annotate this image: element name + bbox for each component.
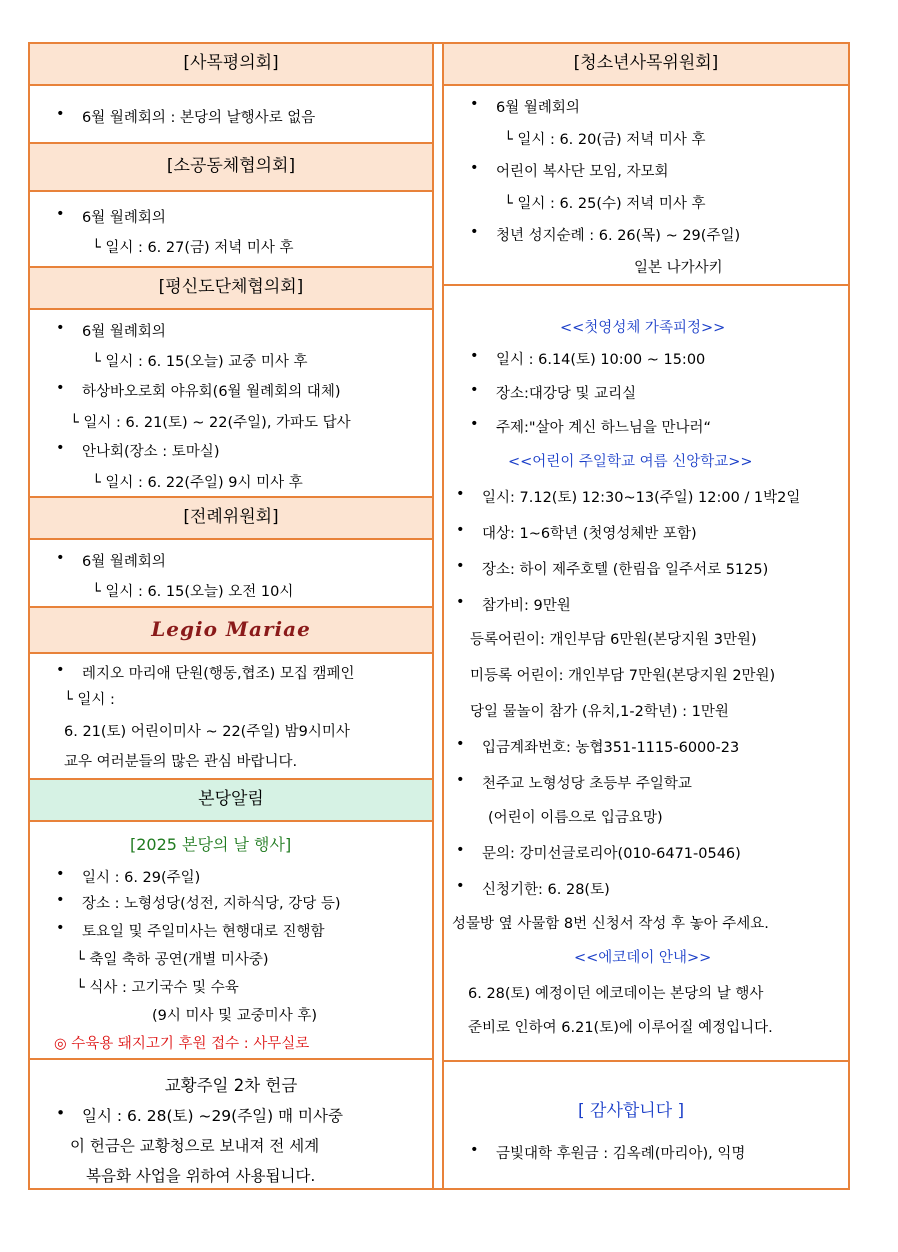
camp-submit-note: 성물방 옆 사물함 8번 신청서 작성 후 놓아 주세요.: [452, 916, 769, 932]
pyeongsin-item-2: • 하상바오로회 야유회(6월 월례회의 대체): [82, 380, 340, 401]
pyeongsin-title: [평신도단체협의회]: [30, 268, 432, 310]
pyeongsin-item-3: • 안나회(장소 : 토마실): [82, 440, 219, 461]
pope-title: 교황주일 2차 헌금: [164, 1076, 298, 1095]
notice-title: 본당알림: [30, 780, 432, 822]
camp-target: • 대상: 1~6학년 (첫영성체반 포함): [482, 522, 697, 543]
legio-item: • 레지오 마리애 단원(행동,협조) 모집 캠페인: [82, 662, 354, 683]
bulletin-page: [28, 42, 850, 1190]
camp-contact: • 문의: 강미선글로리아(010-6471-0546): [482, 842, 741, 863]
notice-section: [30, 780, 432, 1058]
legio-line-3: 6. 21(토) 어린이미사 ~ 22(주일) 밤9시미사: [64, 724, 350, 740]
legio-line-2: └ 일시 :: [64, 692, 115, 708]
sogong-item: • 6월 월례회의: [82, 206, 166, 227]
notice-item-2: • 장소 : 노형성당(성전, 지하식당, 강당 등): [82, 892, 341, 913]
legio-title: Legio Mariae: [151, 617, 311, 641]
pyeongsin-item-1: • 6월 월례회의: [82, 320, 166, 341]
event-1-place: • 장소:대강당 및 교리실: [496, 382, 636, 403]
ecoday-line-2: 준비로 인하여 6.21(토)에 이루어질 예정입니다.: [468, 1020, 773, 1036]
youth-item-2-sub: └ 일시 : 6. 25(수) 저녁 미사 후: [504, 196, 706, 212]
camp-account: • 입금계좌번호: 농협351-1115-6000-23: [482, 736, 739, 757]
youth-item-3: • 청년 성지순례 : 6. 26(목) ~ 29(주일): [496, 224, 740, 245]
camp-fee: • 참가비: 9만원: [482, 594, 571, 615]
camp-deadline: • 신청기한: 6. 28(토): [482, 878, 610, 899]
events-section: [444, 286, 848, 1060]
youth-item-1: • 6월 월례회의: [496, 96, 580, 117]
camp-fee-daytrip: 당일 물놀이 참가 (유치,1-2학년) : 1만원: [470, 704, 729, 720]
pope-line-2: 이 헌금은 교황청으로 보내져 전 세계: [70, 1137, 320, 1155]
pyeongsin-item-1-sub: └ 일시 : 6. 15(오늘) 교중 미사 후: [92, 354, 308, 370]
sogong-section: [30, 144, 432, 266]
ecoday-line-1: 6. 28(토) 예정이던 에코데이는 본당의 날 행사: [468, 986, 764, 1002]
pyeongsin-item-2-sub: └ 일시 : 6. 21(토) ~ 22(주일), 가파도 답사: [70, 415, 351, 431]
notice-item-1: • 일시 : 6. 29(주일): [82, 866, 200, 887]
notice-subtitle: [2025 본당의 날 행사]: [130, 835, 292, 854]
event-1-theme: • 주제:"살아 계신 하느님을 만나러“: [496, 416, 711, 437]
jeollye-title: [전례위원회]: [30, 498, 432, 540]
camp-fee-unregistered: 미등록 어린이: 개인부담 7만원(본당지원 2만원): [470, 668, 776, 684]
notice-sub-2: └ 식사 : 고기국수 및 수육: [76, 980, 239, 996]
jeollye-item: • 6월 월례회의: [82, 550, 166, 571]
jeollye-section: [30, 498, 432, 606]
camp-place: • 장소: 하이 제주호텔 (한림읍 일주서로 5125): [482, 558, 768, 579]
samok-title: [사목평의회]: [30, 44, 432, 86]
thanks-item: • 금빛대학 후원금 : 김옥례(마리아), 익명: [496, 1142, 745, 1163]
notice-sub-1: └ 축일 축하 공연(개별 미사중): [76, 952, 269, 968]
sogong-title: [소공동체협의회]: [30, 144, 432, 192]
camp-fee-registered: 등록어린이: 개인부담 6만원(본당지원 3만원): [470, 632, 757, 648]
pyeongsin-section: [30, 268, 432, 496]
thanks-section: [444, 1062, 848, 1190]
notice-sub-3: (9시 미사 및 교중미사 후): [152, 1008, 318, 1024]
samok-item: • 6월 월례회의 : 본당의 날행사로 없음: [82, 106, 315, 127]
left-column: [28, 42, 434, 1190]
jeollye-item-sub: └ 일시 : 6. 15(오늘) 오전 10시: [92, 584, 294, 600]
pope-section: [30, 1060, 432, 1190]
youth-item-2: • 어린이 복사단 모임, 자모회: [496, 160, 669, 181]
legio-logo: [30, 608, 432, 654]
event-heading-1: <<첫영성체 가족피정>>: [560, 320, 726, 336]
column-separator: [434, 42, 442, 1190]
legio-section: [30, 608, 432, 778]
pyeongsin-item-3-sub: └ 일시 : 6. 22(주일) 9시 미사 후: [92, 475, 303, 491]
event-1-time: • 일시 : 6.14(토) 10:00 ~ 15:00: [496, 348, 705, 369]
camp-account-note: (어린이 이름으로 입금요망): [488, 810, 663, 826]
youth-title: [청소년사목위원회]: [444, 44, 848, 86]
youth-item-3-sub: 일본 나가사키: [634, 260, 723, 276]
event-heading-2: <<어린이 주일학교 여름 신앙학교>>: [508, 454, 753, 470]
legio-line-4: 교우 여러분들의 많은 관심 바랍니다.: [64, 754, 298, 770]
notice-red-note: ◎ 수육용 돼지고기 후원 접수 : 사무실로: [54, 1036, 310, 1052]
notice-item-3: • 토요일 및 주일미사는 현행대로 진행함: [82, 920, 325, 941]
youth-section: [444, 44, 848, 284]
samok-section: [30, 44, 432, 142]
pope-item: • 일시 : 6. 28(토) ~29(주일) 매 미사중: [82, 1104, 343, 1126]
thanks-title: [ 감사합니다 ]: [578, 1101, 685, 1121]
pope-line-3: 복음화 사업을 위하여 사용됩니다.: [86, 1167, 316, 1185]
sogong-item-sub: └ 일시 : 6. 27(금) 저녁 미사 후: [92, 240, 294, 256]
camp-account-holder: • 천주교 노형성당 초등부 주일학교: [482, 772, 692, 793]
youth-item-1-sub: └ 일시 : 6. 20(금) 저녁 미사 후: [504, 132, 706, 148]
event-heading-3: <<에코데이 안내>>: [574, 950, 712, 966]
right-column: [442, 42, 850, 1190]
camp-time: • 일시: 7.12(토) 12:30~13(주일) 12:00 / 1박2일: [482, 486, 800, 507]
